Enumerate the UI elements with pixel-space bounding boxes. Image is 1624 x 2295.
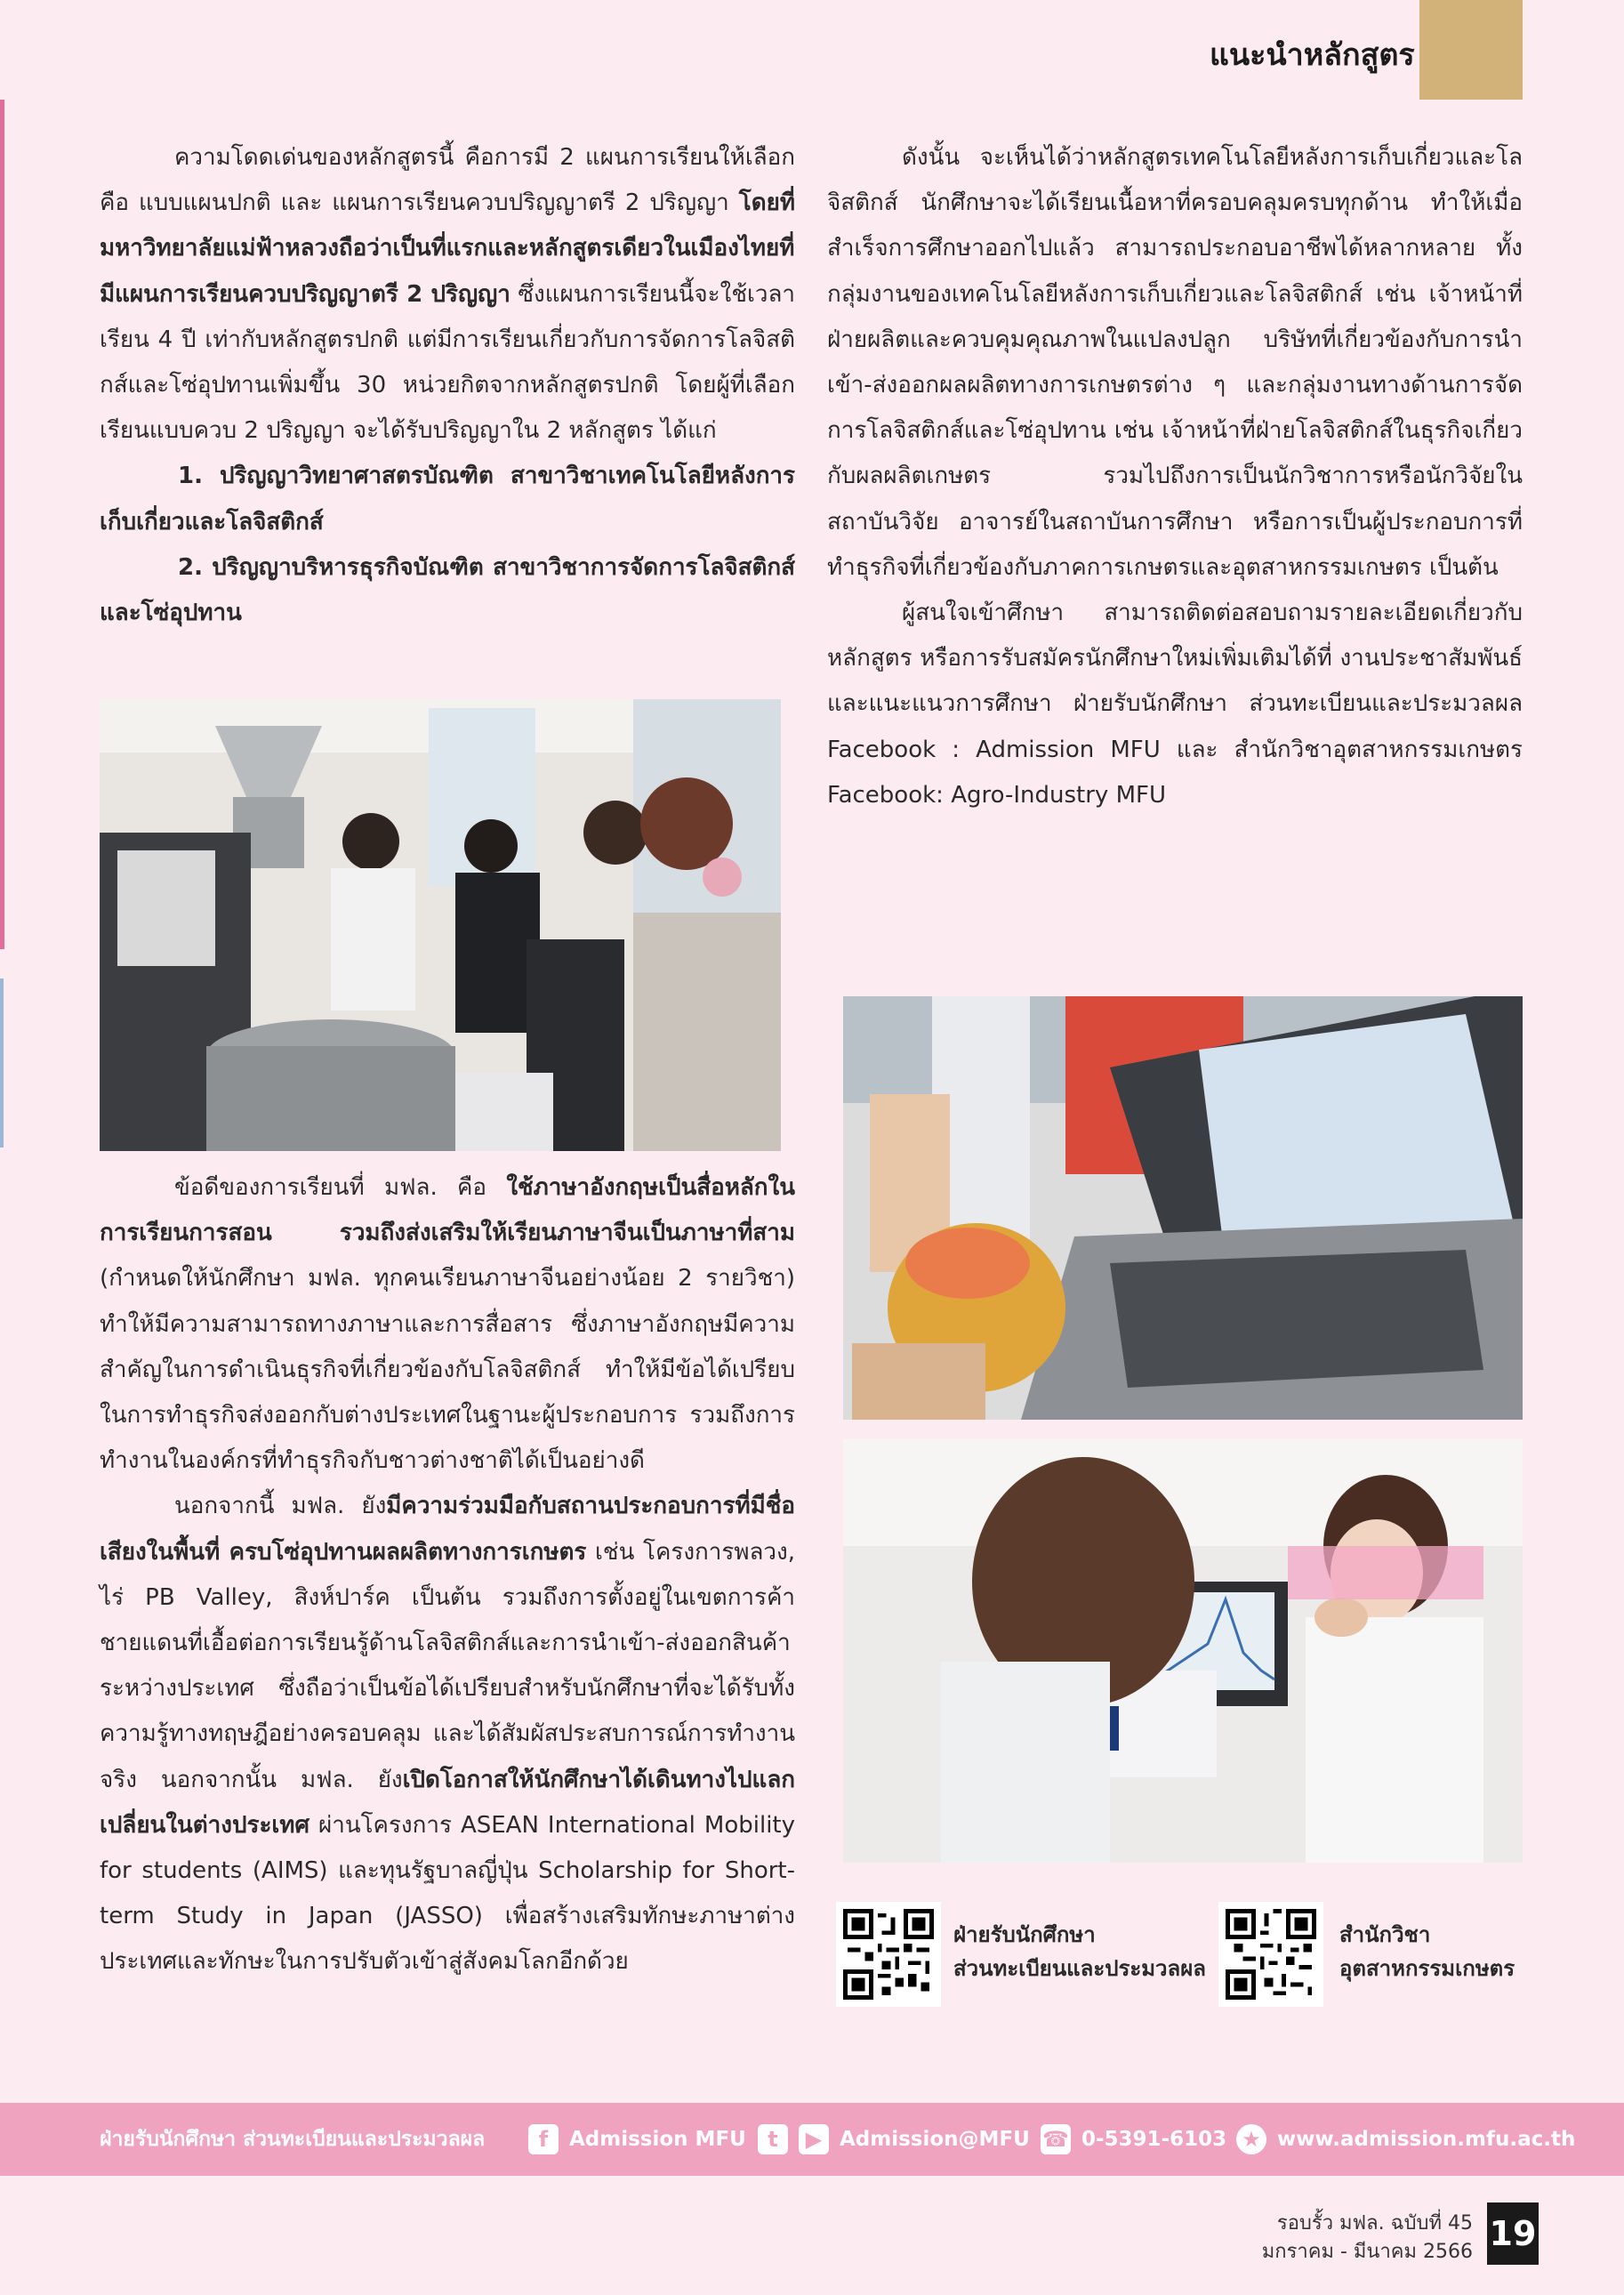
page-number: 19	[1487, 2202, 1539, 2265]
twitter-icon: t	[758, 2124, 788, 2154]
left-column-bottom	[100, 1165, 795, 1985]
paragraph-advantages: ข้อดีของการเรียนที่ มฟล. คือ ใช้ภาษาอังกฤษเป็นสื่อหลักในการเรียนการสอน รวมถึงส่งเสริมให้เรียนภาษาจีนเป็นภาษาที่สาม (กำหนดให้นักศึกษา มฟล. ทุกคนเรียนภาษาจีนอย่างน้อย 2 รายวิชา) ทำให้มีความสามารถทางภาษาและการสื่อสาร ซึ่งภาษาอังกฤษมีความสำคัญในการดำเนินธุรกิจที่เกี่ยวข้องกับโลจิสติกส์ ทำให้มีข้อได้เปรียบในการทำธุรกิจส่งออกกับต่างประเทศในฐานะผู้ประกอบการ รวมถึงการทำงานในองค์กรที่ทำธุรกิจกับชาวต่างชาติได้เป็นอย่างดี	[100, 1174, 795, 1475]
header-gold-block	[1419, 0, 1523, 100]
photo-mango-colorimeter	[843, 996, 1523, 1420]
paragraph-partnerships: นอกจากนี้ มฟล. ยังมีความร่วมมือกับสถานประกอบการที่มีชื่อเสียงในพื้นที่ ครบโซ่อุปทานผลผลิตทางการเกษตร เช่น โครงการพลวง, ไร่ PB Valley, สิงห์ปาร์ค เป็นต้น รวมถึงการตั้งอยู่ในเขตการค้าชายแดนที่เอื้อต่อการเรียนรู้ด้านโลจิสติกส์และการนำเข้า-ส่งออกสินค้าระหว่างประเทศ ซึ่งถือว่าเป็นข้อได้เปรียบสำหรับนักศึกษาที่จะได้รับทั้งความรู้ทางทฤษฎีอย่างครอบคลุม และได้สัมผัสประสบการณ์การทำงานจริง นอกจากนั้น มฟล. ยังเปิดโอกาสให้นักศึกษาได้เดินทางไปแลกเปลี่ยนในต่างประเทศ ผ่านโครงการ ASEAN International Mobility for students (AIMS) และทุนรัฐบาลญี่ปุ่น Scholarship for Short-term Study in Japan (JASSO) เพื่อสร้างเสริมทักษะภาษาต่างประเทศและทักษะในการปรับตัวเข้าสู่สังคมโลกอีกด้วย	[100, 1493, 795, 1976]
left-edge-accent-blue	[0, 978, 4, 1148]
qr-label-admission: ฝ่ายรับนักศึกษา ส่วนทะเบียนและประมวลผล	[953, 1922, 1207, 1981]
qr-code-admission[interactable]	[836, 1902, 941, 2007]
degree-item-1: 1. ปริญญาวิทยาศาสตรบัณฑิต สาขาวิชาเทคโนโลยีหลังการเก็บเกี่ยวและโลจิสติกส์	[100, 463, 795, 536]
photo-lab-spectrophotometer	[843, 1439, 1523, 1863]
footer-org: ฝ่ายรับนักศึกษา ส่วนทะเบียนและประมวลผล	[100, 2128, 486, 2151]
phone-icon: ☎	[1041, 2124, 1071, 2154]
left-edge-accent	[0, 100, 4, 949]
left-column-top	[100, 135, 795, 636]
qr-label-agro-industry: สำนักวิชา อุตสาหกรรมเกษตร	[1339, 1922, 1515, 1981]
star-icon: ★	[1236, 2124, 1266, 2154]
issue-info: รอบรั้ว มฟล. ฉบับที่ 45 มกราคม - มีนาคม 2566	[1261, 2212, 1473, 2263]
section-title: แนะนำหลักสูตร	[1210, 37, 1415, 73]
photo-students-roaster	[100, 699, 781, 1151]
footer-phone-link[interactable]: ☎ 0-5391-6103	[1041, 2124, 1226, 2154]
facebook-icon: f	[528, 2124, 559, 2154]
footer-twitter-youtube-link[interactable]: t ▶ Admission@MFU	[758, 2124, 1030, 2154]
degree-item-2: 2. ปริญญาบริหารธุรกิจบัณฑิต สาขาวิชาการจัดการโลจิสติกส์และโซ่อุปทาน	[100, 553, 795, 627]
youtube-icon: ▶	[799, 2124, 829, 2154]
footer-facebook-link[interactable]: f Admission MFU	[528, 2124, 746, 2154]
qr-code-agro-industry[interactable]	[1218, 1902, 1323, 2007]
paragraph-highlights: ความโดดเด่นของหลักสูตรนี้ คือการมี 2 แผนการเรียนให้เลือก คือ แบบแผนปกติ และ แผนการเรียนควบปริญญาตรี 2 ปริญญา โดยที่มหาวิทยาลัยแม่ฟ้าหลวงถือว่าเป็นที่แรกและหลักสูตรเดียวในเมืองไทยที่มีแผนการเรียนควบปริญญาตรี 2 ปริญญา ซึ่งแผนการเรียนนี้จะใช้เวลาเรียน 4 ปี เท่ากับหลักสูตรปกติ แต่มีการเรียนเกี่ยวกับการจัดการโลจิสติกส์และโซ่อุปทานเพิ่มขึ้น 30 หน่วยกิตจากหลักสูตรปกติ โดยผู้ที่เลือกเรียนแบบควบ 2 ปริญญา จะได้รับปริญญาใน 2 หลักสูตร ได้แก่	[100, 144, 795, 445]
paragraph-careers: ดังนั้น จะเห็นได้ว่าหลักสูตรเทคโนโลยีหลังการเก็บเกี่ยวและโลจิสติกส์ นักศึกษาจะได้เรียนเนื้อหาที่ครอบคลุมครบทุกด้าน ทำให้เมื่อสำเร็จการศึกษาออกไปแล้ว สามารถประกอบอาชีพได้หลากหลาย ทั้งกลุ่มงานของเทคโนโลยีหลังการเก็บเกี่ยวและโลจิสติกส์ เช่น เจ้าหน้าที่ฝ่ายผลิตและควบคุมคุณภาพในแปลงปลูก บริษัทที่เกี่ยวข้องกับการนำเข้า-ส่งออกผลผลิตทางการเกษตรต่าง ๆ และกลุ่มงานทางด้านการจัดการโลจิสติกส์และโซ่อุปทาน เช่น เจ้าหน้าที่ฝ่ายโลจิสติกส์ในธุรกิจเกี่ยวกับผลผลิตเกษตร รวมไปถึงการเป็นนักวิชาการหรือนักวิจัยในสถาบันวิจัย อาจารย์ในสถาบันการศึกษา หรือการเป็นผู้ประกอบการที่ทำธุรกิจที่เกี่ยวข้องกับภาคการเกษตรและอุตสาหกรรมเกษตร เป็นต้น	[827, 144, 1523, 581]
right-column	[827, 135, 1523, 818]
footer-website-link[interactable]: ★ www.admission.mfu.ac.th	[1236, 2124, 1575, 2154]
paragraph-contact: ผู้สนใจเข้าศึกษา สามารถติดต่อสอบถามรายละเอียดเกี่ยวกับหลักสูตร หรือการรับสมัครนักศึกษาใหม่เพิ่มเติมได้ที่ งานประชาสัมพันธ์และแนะแนวการศึกษา ฝ่ายรับนักศึกษา ส่วนทะเบียนและประมวลผล Facebook : Admission MFU และ สำนักวิชาอุตสาหกรรมเกษตร Facebook: Agro-Industry MFU	[827, 600, 1523, 809]
